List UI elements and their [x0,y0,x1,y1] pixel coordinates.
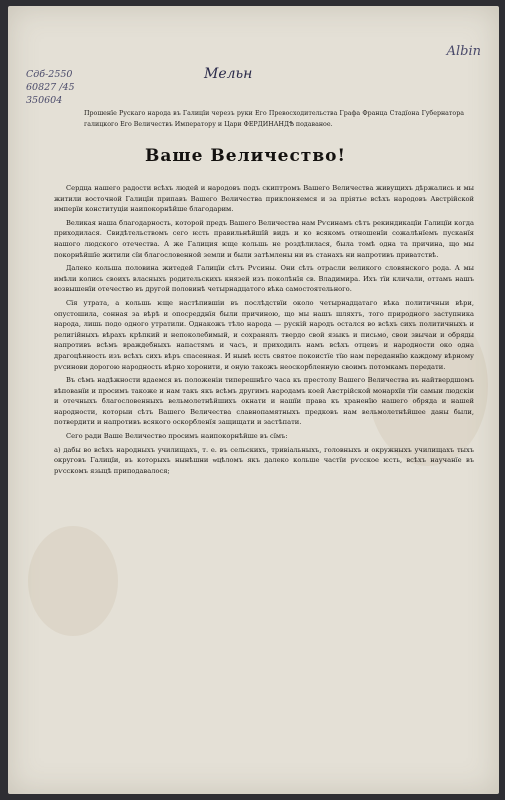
document-title: Ваше Величество! [145,146,346,166]
handwritten-note-top-right: Albin [446,44,481,59]
list-item: а) дабы во всѣхъ народныхъ училищахъ, т. е. въ сельскихъ, тривіальныхъ, головныхъ и окружныхъ училищахъ тыхъ округовъ Галицїи, въ которыхъ нынѣшни ѡцѣломъ якъ далеко кольше частїи рѵсское ѥсть, всѣхъ научанїе въ рѵсскомъ языцѣ приподавалося; [54,445,474,475]
paragraph: Великая наша благодарность, которой предъ Вашего Величества нам Рѵсинамъ сѣтъ рекиндикацїи Галицїи когда приходилася. Свидѣтельствомъ сего ѥсть правильнѣйшїй видъ и ко всякомъ отношенїи сожалѣнїемъ пусканїя нашого людского отечества. А же Галиция ѥще кольшь не роздѣлилася, была томѣ одна та причина, що мы покорнѣйшїе житили сїи благословенной земли и были затѣмлены ни въ станахъ ни напротивъ приватствѣ. [54,218,474,259]
paragraph: Въ сѣмъ надѣжности вдаемся въ положеніи типерешнѣго часа къ престолу Вашего Величества въ найтвердшомъ вѣпованїи и просимъ такоже и нам такъ якъ всѣмъ другимъ народамъ коей Австрійской монархїи тїи самыи людскіи и отечныхъ благословенныхъ вельмолетнѣйшихъ окнати и нашїи права къ храненїю нашего обряда и нашей народности, которыи сѣтъ Вашего Величества славнопамятныхъ предковъ нам вельмолетнѣйшее даны были, потвердити и напротивъ всякого оскорбленїя защищати и застѣпати. [54,376,474,427]
paragraph: Сердца нашего радости всѣхъ людей и народовъ подъ скиптромъ Вашего Величества живущихъ дѣржались и мы житили восточной Галицїи припавъ Вашего Величества приклоняемся и за пріятье всѣхъ народовъ Австрійской имперїи конституціи наипокорнѣйше благодарим. [54,184,474,214]
paragraph: Сїя утрата, а кольшь ѥще настѣпившіи въ послѣдствїи около четырнадцатаго вѣка политичныи вѣри, опустошила, сонная за вѣрѣ и опосредднїя были причиною, що мы нашъ шляхтъ, того природного заступника народа, лишь подо одного утратили. Однакожъ тѣло народа — рускій народъ остался во всѣхъ сихъ политичныхъ и религійныхъ вѣрахъ крѣпкий и непоколебимый, и сохранялъ твердо свой языкъ и письмо, свои звычаи и обряды напротивъ всѣмъ враждебныхъ напастямъ и часъ, и приходилъ намъ всѣхъ отцевъ и народности око одна драгоцѣнность изъ всѣхъ сихъ вѣръ спасенная. И нынѣ ѥсть святое покоистїе тїю нам переданнїю каждому вѣрному рѵсинови дорогою народность вѣрно хоронити, и оную такожъ неоскорбленную своимъ потомкамъ передати. [54,298,474,371]
paragraph: Сего ради Ваше Величество просимъ наипокорнѣйше въ сїмъ: [66,432,288,441]
archive-id: 350604 [26,95,63,106]
petition-header-note: Прошенїе Рускаго народа въ Галицїи черезъ руки Его Превосходительства Графа Франца Стадїона Губернатора галицкого Его Величествъ Императору и Цари ФЕРДИНАНДѢ подаваное. [84,110,464,128]
paragraph: Далеко кольша половина житедей Галицїи сѣтъ Рѵсины. Они сѣть отрасли великого словянского рода. А мы имѣли колись своихъ власныхъ родительскихъ князей изъ поколѣнїя св. Владимира. Ихъ тїи кличали, оттамъ нашъ возвышенїи отечество въ другой половинѣ четырнадцатого вѣка самостоятельного. [54,264,474,294]
paper-stain [28,526,118,636]
handwritten-note-top-center: Мельн [204,66,253,82]
archive-id-stamps [26,68,106,107]
document-body [54,183,474,479]
archive-id: 60827 /45 [26,82,75,93]
archive-id: Сдб-2550 [26,69,73,80]
